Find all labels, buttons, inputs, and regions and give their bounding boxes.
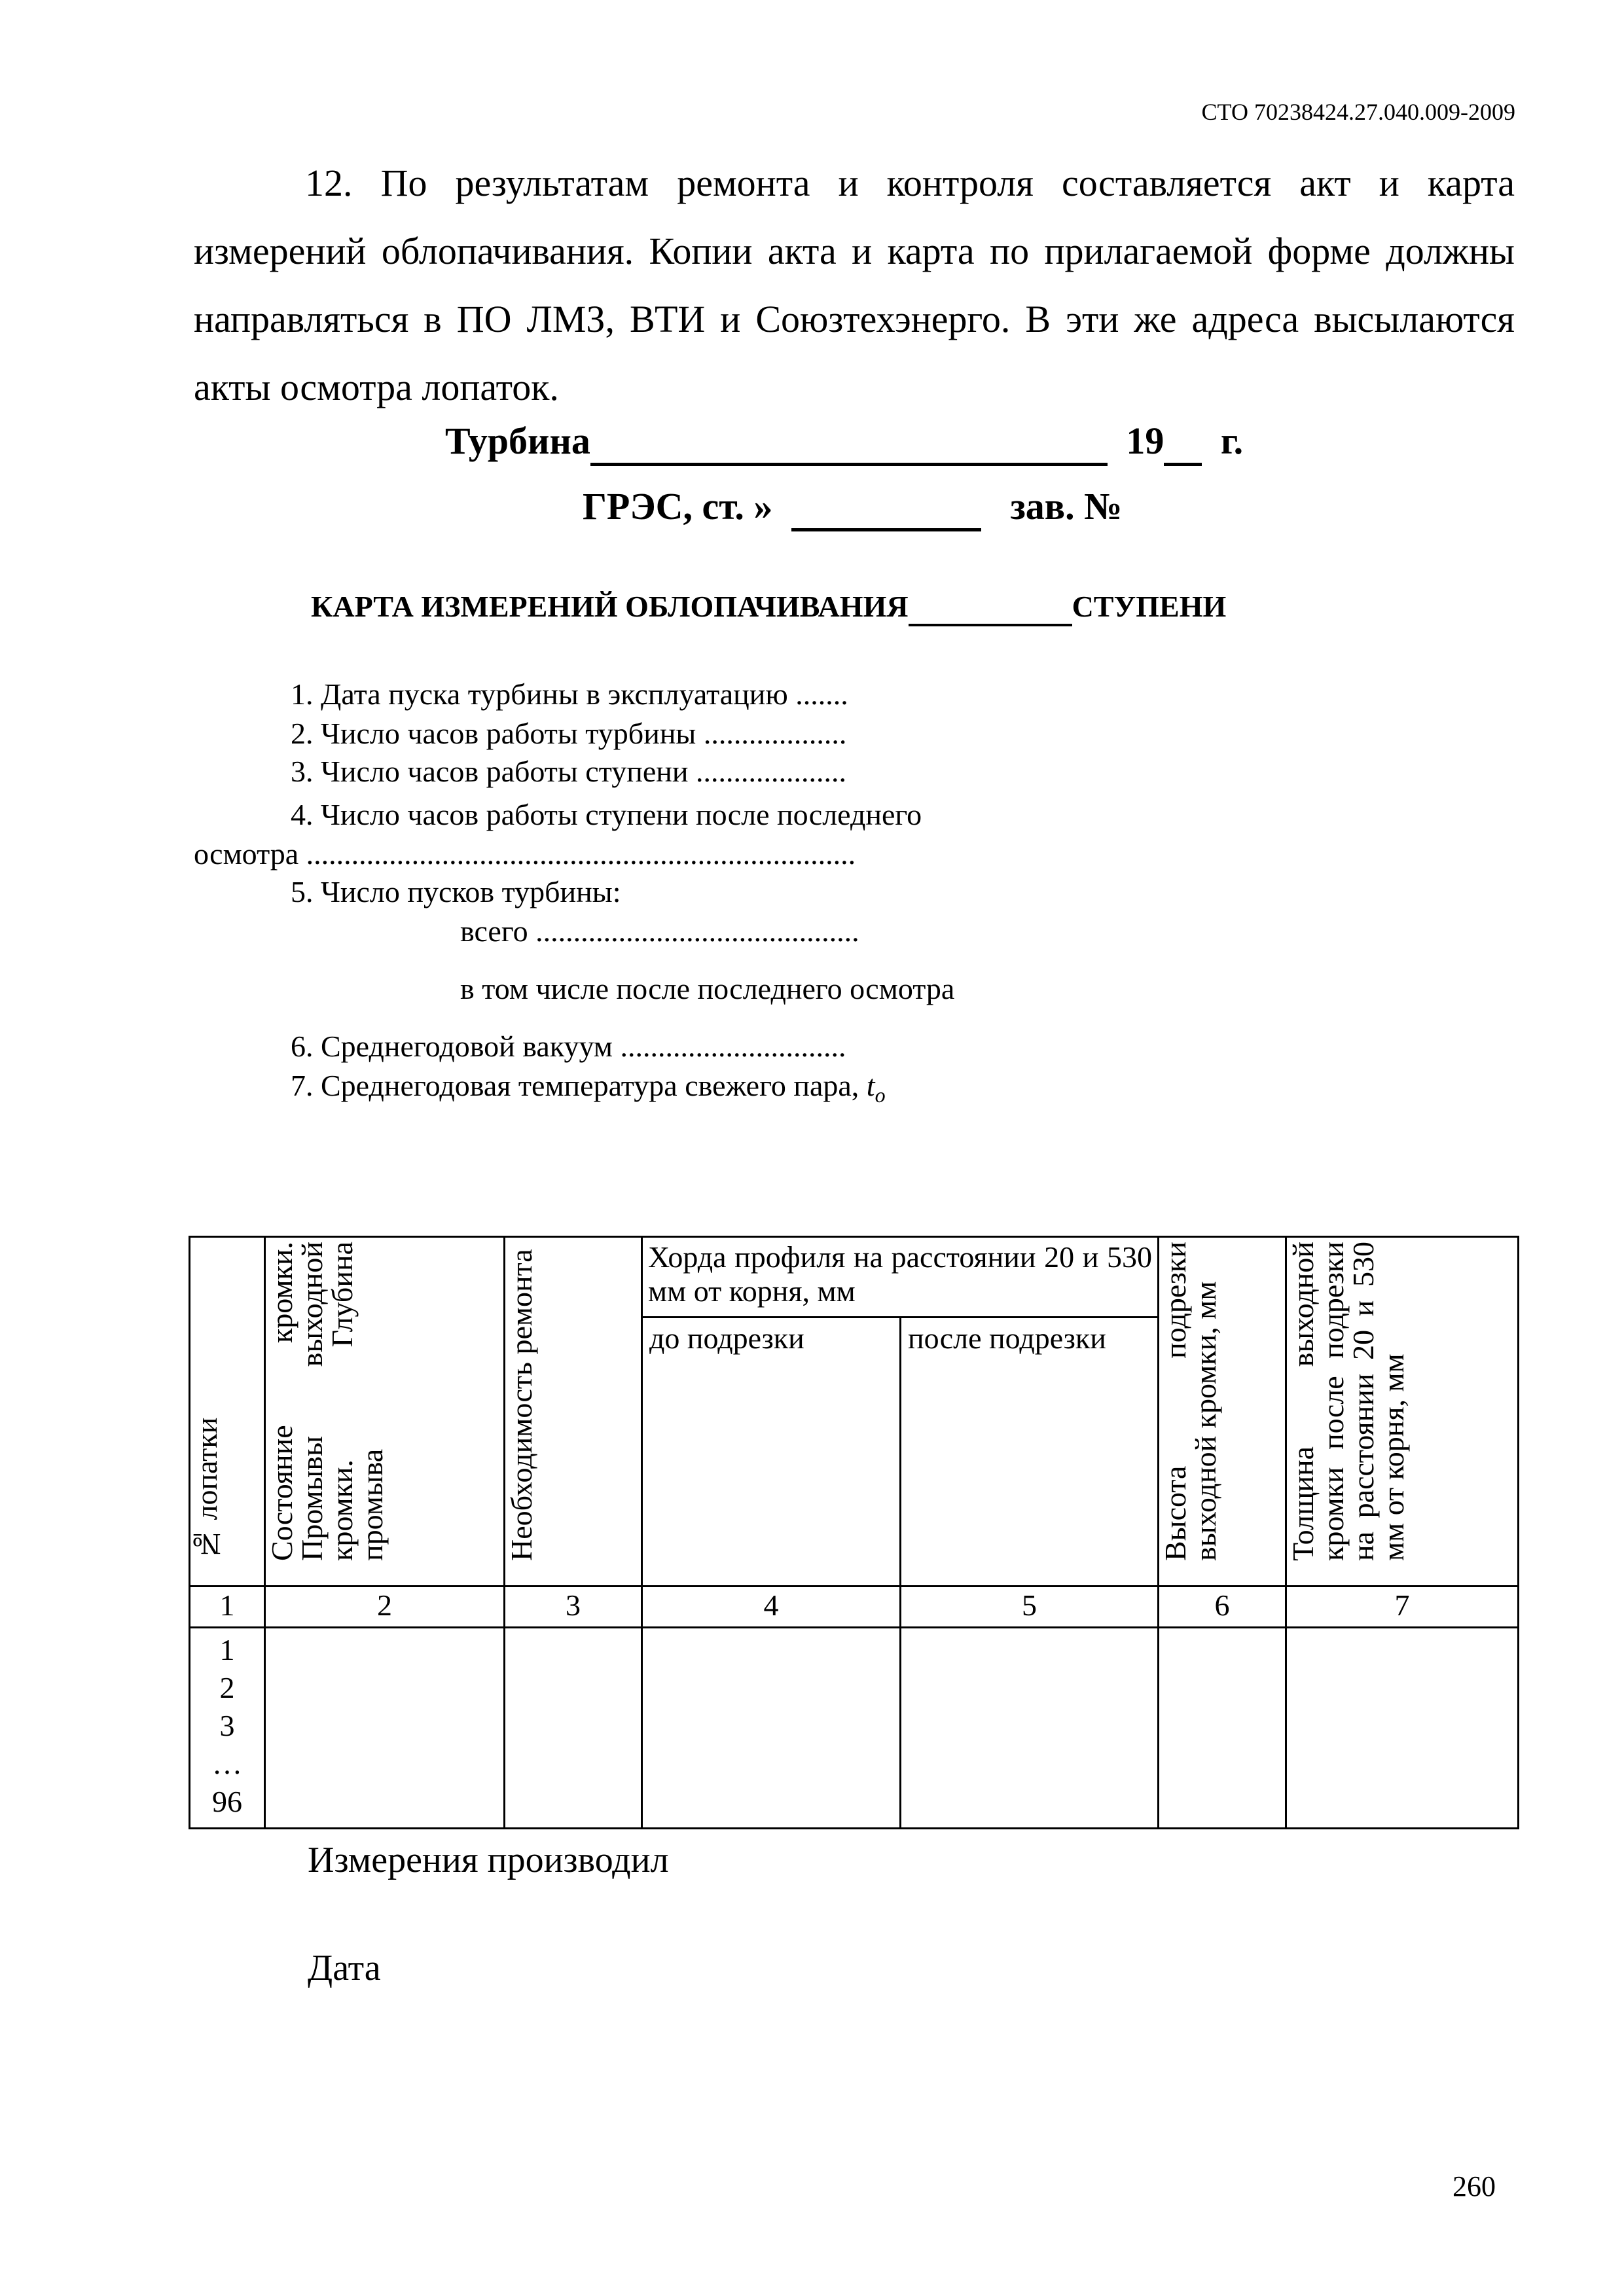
date-label: Дата [308, 1948, 381, 1988]
list-item-7 [291, 1068, 886, 1107]
list-item-4: 4. Число часов работы ступени после последнего [291, 798, 922, 831]
list-item-4-cont: осмотра ......................................................................... [194, 837, 856, 870]
header-chord: Хорда профиля на расстоянии 20 и 530 мм от корня, мм [642, 1237, 1159, 1318]
header-cut-height [1159, 1237, 1286, 1587]
turbine-blank [590, 419, 1108, 466]
list-item-2: 2. Число часов работы турбины ................... [291, 717, 847, 750]
blade-row: 1 [219, 1633, 235, 1666]
header-cut-height-text: Высота подрезки выходной кромки, мм [1159, 1242, 1223, 1561]
header-before-cut: до подрезки [642, 1318, 901, 1587]
list-item-6: 6. Среднегодовой вакуум .............................. [291, 1030, 846, 1063]
year-suffix: г. [1220, 420, 1244, 462]
header-edge-condition-text: Состояние кромки. Промывы выходной кромки. Глубина промыва [265, 1242, 389, 1561]
temp-sub: o [875, 1083, 886, 1107]
empty-cell [1159, 1628, 1286, 1829]
column-number: 6 [1159, 1587, 1286, 1628]
page-number: 260 [1453, 2170, 1496, 2202]
temp-var: t [866, 1069, 875, 1102]
document-number: СТО 70238424.27.040.009-2009 [1201, 99, 1515, 125]
gres-line [583, 484, 1122, 531]
turbine-line [445, 419, 1243, 466]
station-blank [791, 484, 981, 531]
header-blade-number-text: № лопатки [190, 1417, 223, 1561]
paragraph-text: 12. По результатам ремонта и контроля составляется акт и карта измерений облопачивания. Копии акта и карта по прилагаемой форме должны направляться в ПО ЛМЗ, ВТИ и Союзтехэнерго. В эти же адреса высылаются акты осмотра лопаток. [194, 162, 1515, 408]
measured-by-label: Измерения производил [308, 1840, 669, 1880]
list-item-5-total: всего ........................................... [460, 914, 859, 948]
header-edge-thickness-text: Толщина выходной кромки после подрезки на расстоянии 20 и 530 мм от корня, мм [1286, 1242, 1411, 1561]
map-title-left: КАРТА ИЗМЕРЕНИЙ ОБЛОПАЧИВАНИЯ [311, 590, 909, 623]
list-item-5-since: в том числе после последнего осмотра [460, 972, 955, 1005]
map-title [311, 589, 1226, 626]
gres-label: ГРЭС, ст. » [583, 485, 773, 528]
blade-row: … [212, 1747, 242, 1780]
column-number: 7 [1286, 1587, 1519, 1628]
header-edge-condition [265, 1237, 505, 1587]
empty-cell [505, 1628, 642, 1829]
column-number: 3 [505, 1587, 642, 1628]
blade-rows [190, 1628, 265, 1829]
list-item-5: 5. Число пусков турбины: [291, 875, 621, 908]
measurement-table [189, 1236, 1519, 1829]
list-item-3: 3. Число часов работы ступени .................... [291, 755, 846, 788]
stage-blank [909, 589, 1072, 626]
column-number: 5 [901, 1587, 1159, 1628]
blade-row: 96 [212, 1785, 242, 1818]
empty-cell [1286, 1628, 1519, 1829]
turbine-label: Турбина [445, 420, 590, 462]
header-repair-need-text: Необходимость ремонта [505, 1249, 538, 1561]
blade-row: 3 [219, 1709, 235, 1742]
header-blade-number [190, 1237, 265, 1587]
year-prefix: 19 [1126, 420, 1164, 462]
empty-cell [642, 1628, 901, 1829]
column-number: 4 [642, 1587, 901, 1628]
empty-cell [265, 1628, 505, 1829]
column-number: 1 [190, 1587, 265, 1628]
paragraph-12 [194, 149, 1515, 422]
header-edge-thickness [1286, 1237, 1519, 1587]
year-blank [1164, 419, 1202, 466]
header-repair-need [505, 1237, 642, 1587]
blade-row: 2 [219, 1671, 235, 1704]
empty-cell [901, 1628, 1159, 1829]
column-number: 2 [265, 1587, 505, 1628]
list-item-1: 1. Дата пуска турбины в эксплуатацию ....... [291, 677, 848, 711]
header-after-cut: после подрезки [901, 1318, 1159, 1587]
list-item-7-text: 7. Среднегодовая температура свежего пара, [291, 1069, 867, 1102]
map-title-right: СТУПЕНИ [1072, 590, 1227, 623]
zav-label: зав. № [1010, 485, 1123, 528]
